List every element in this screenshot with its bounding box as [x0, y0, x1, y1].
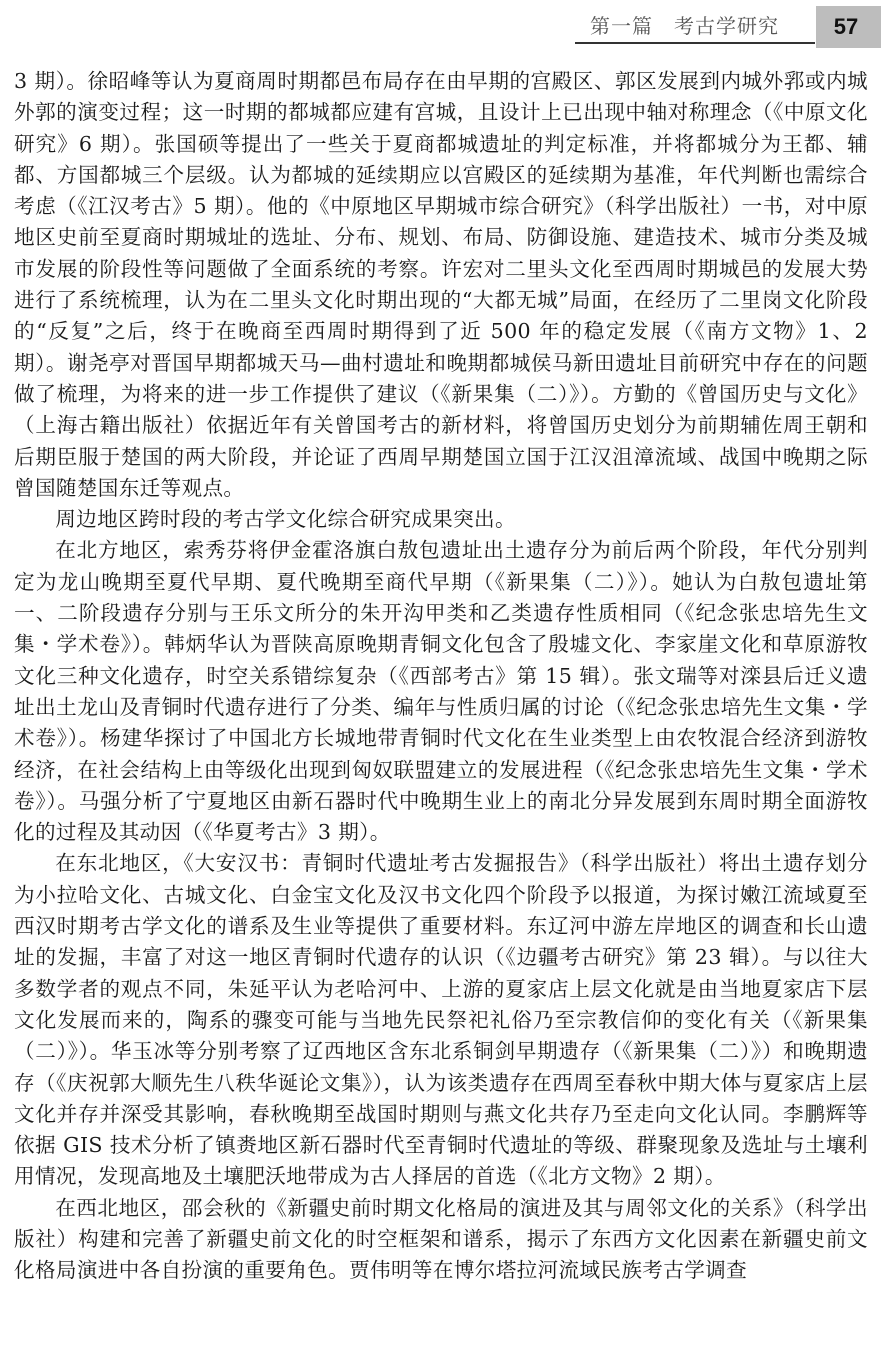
paragraph-1: 3 期）。徐昭峰等认为夏商周时期都邑布局存在由早期的宫殿区、郭区发展到内城外郛或内城外郭的演变过程；这一时期的都城都应建有宫城，且设计上已出现中轴对称理念（《中原文化研究》6 期）。张国硕等提出了一些关于夏商都城遗址的判定标准，并将都城分为王都、辅都、方国都城三个层级。认为都城的延续期应以宫殿区的延续期为基准，年代判断也需综合考虑（《江汉考古》5 期）。他的《中原地区早期城市综合研究》（科学出版社）一书，对中原地区史前至夏商时期城址的选址、分布、规划、布局、防御设施、建造技术、城市分类及城市发展的阶段性等问题做了全面系统的考察。许宏对二里头文化至西周时期城邑的发展大势进行了系统梳理，认为在二里头文化时期出现的“大都无城”局面，在经历了二里岗文化阶段的“反复”之后，终于在晚商至西周时期得到了近 500 年的稳定发展（《南方文物》1、2 期）。谢尧亭对晋国早期都城天马—曲村遗址和晚期都城侯马新田遗址目前研究中存在的问题做了梳理，为将来的进一步工作提供了建议（《新果集（二）》）。方勤的《曾国历史与文化》（上海古籍出版社）依据近年有关曾国考古的新材料，将曾国历史划分为前期辅佐周王朝和后期臣服于楚国的两大阶段，并论证了西周早期楚国立国于江汉沮漳流域、战国中晚期之际曾国随楚国东迁等观点。 — [14, 69, 868, 500]
page-number: 57 — [833, 14, 859, 39]
paragraph-4: 在东北地区，《大安汉书：青铜时代遗址考古发掘报告》（科学出版社）将出土遗存划分为小拉哈文化、古城文化、白金宝文化及汉书文化四个阶段予以报道，为探讨嫩江流域夏至西汉时期考古学文化的谱系及生业等提供了重要材料。东辽河中游左岸地区的调查和长山遗址的发掘，丰富了对这一地区青铜时代遗存的认识（《边疆考古研究》第 23 辑）。与以往大多数学者的观点不同，朱延平认为老哈河中、上游的夏家店上层文化就是由当地夏家店下层文化发展而来的，陶系的骤变可能与当地先民祭祀礼俗乃至宗教信仰的变化有关（《新果集（二）》）。华玉冰等分别考察了辽西地区含东北系铜剑早期遗存（《新果集（二）》）和晚期遗存（《庆祝郭大顺先生八秩华诞论文集》），认为该类遗存在西周至春秋中期大体与夏家店上层文化并存并深受其影响，春秋晚期至战国时期则与燕文化共存乃至走向文化认同。李鹏辉等依据 GIS 技术分析了镇赉地区新石器时代至青铜时代遗址的等级、群聚现象及选址与土壤利用情况，发现高地及土壤肥沃地带成为古人择居的首选（《北方文物》2 期）。 — [14, 851, 868, 1189]
header-rule — [575, 42, 815, 44]
body-text — [14, 66, 868, 1287]
running-header-title: 第一篇 考古学研究 — [590, 14, 779, 38]
paragraph-5: 在西北地区，邵会秋的《新疆史前时期文化格局的演进及其与周邻文化的关系》（科学出版社）构建和完善了新疆史前文化的时空框架和谱系，揭示了东西方文化因素在新疆史前文化格局演进中各自扮演的重要角色。贾伟明等在博尔塔拉河流域民族考古学调查 — [14, 1195, 868, 1283]
page-header — [0, 0, 881, 50]
paragraph-2: 周边地区跨时段的考古学文化综合研究成果突出。 — [55, 507, 516, 532]
paragraph-3: 在北方地区，索秀芬将伊金霍洛旗白敖包遗址出土遗存分为前后两个阶段，年代分别判定为龙山晚期至夏代早期、夏代晚期至商代早期（《新果集（二）》）。她认为白敖包遗址第一、二阶段遗存分别与王乐文所分的朱开沟甲类和乙类遗存性质相同（《纪念张忠培先生文集・学术卷》）。韩炳华认为晋陕高原晚期青铜文化包含了殷墟文化、李家崖文化和草原游牧文化三种文化遗存，时空关系错综复杂（《西部考古》第 15 辑）。张文瑞等对滦县后迁义遗址出土龙山及青铜时代遗存进行了分类、编年与性质归属的讨论（《纪念张忠培先生文集・学术卷》）。杨建华探讨了中国北方长城地带青铜时代文化在生业类型上由农牧混合经济到游牧经济，在社会结构上由等级化出现到匈奴联盟建立的发展进程（《纪念张忠培先生文集・学术卷》）。马强分析了宁夏地区由新石器时代中晚期生业上的南北分异发展到东周时期全面游牧化的过程及其动因（《华夏考古》3 期）。 — [14, 538, 868, 845]
